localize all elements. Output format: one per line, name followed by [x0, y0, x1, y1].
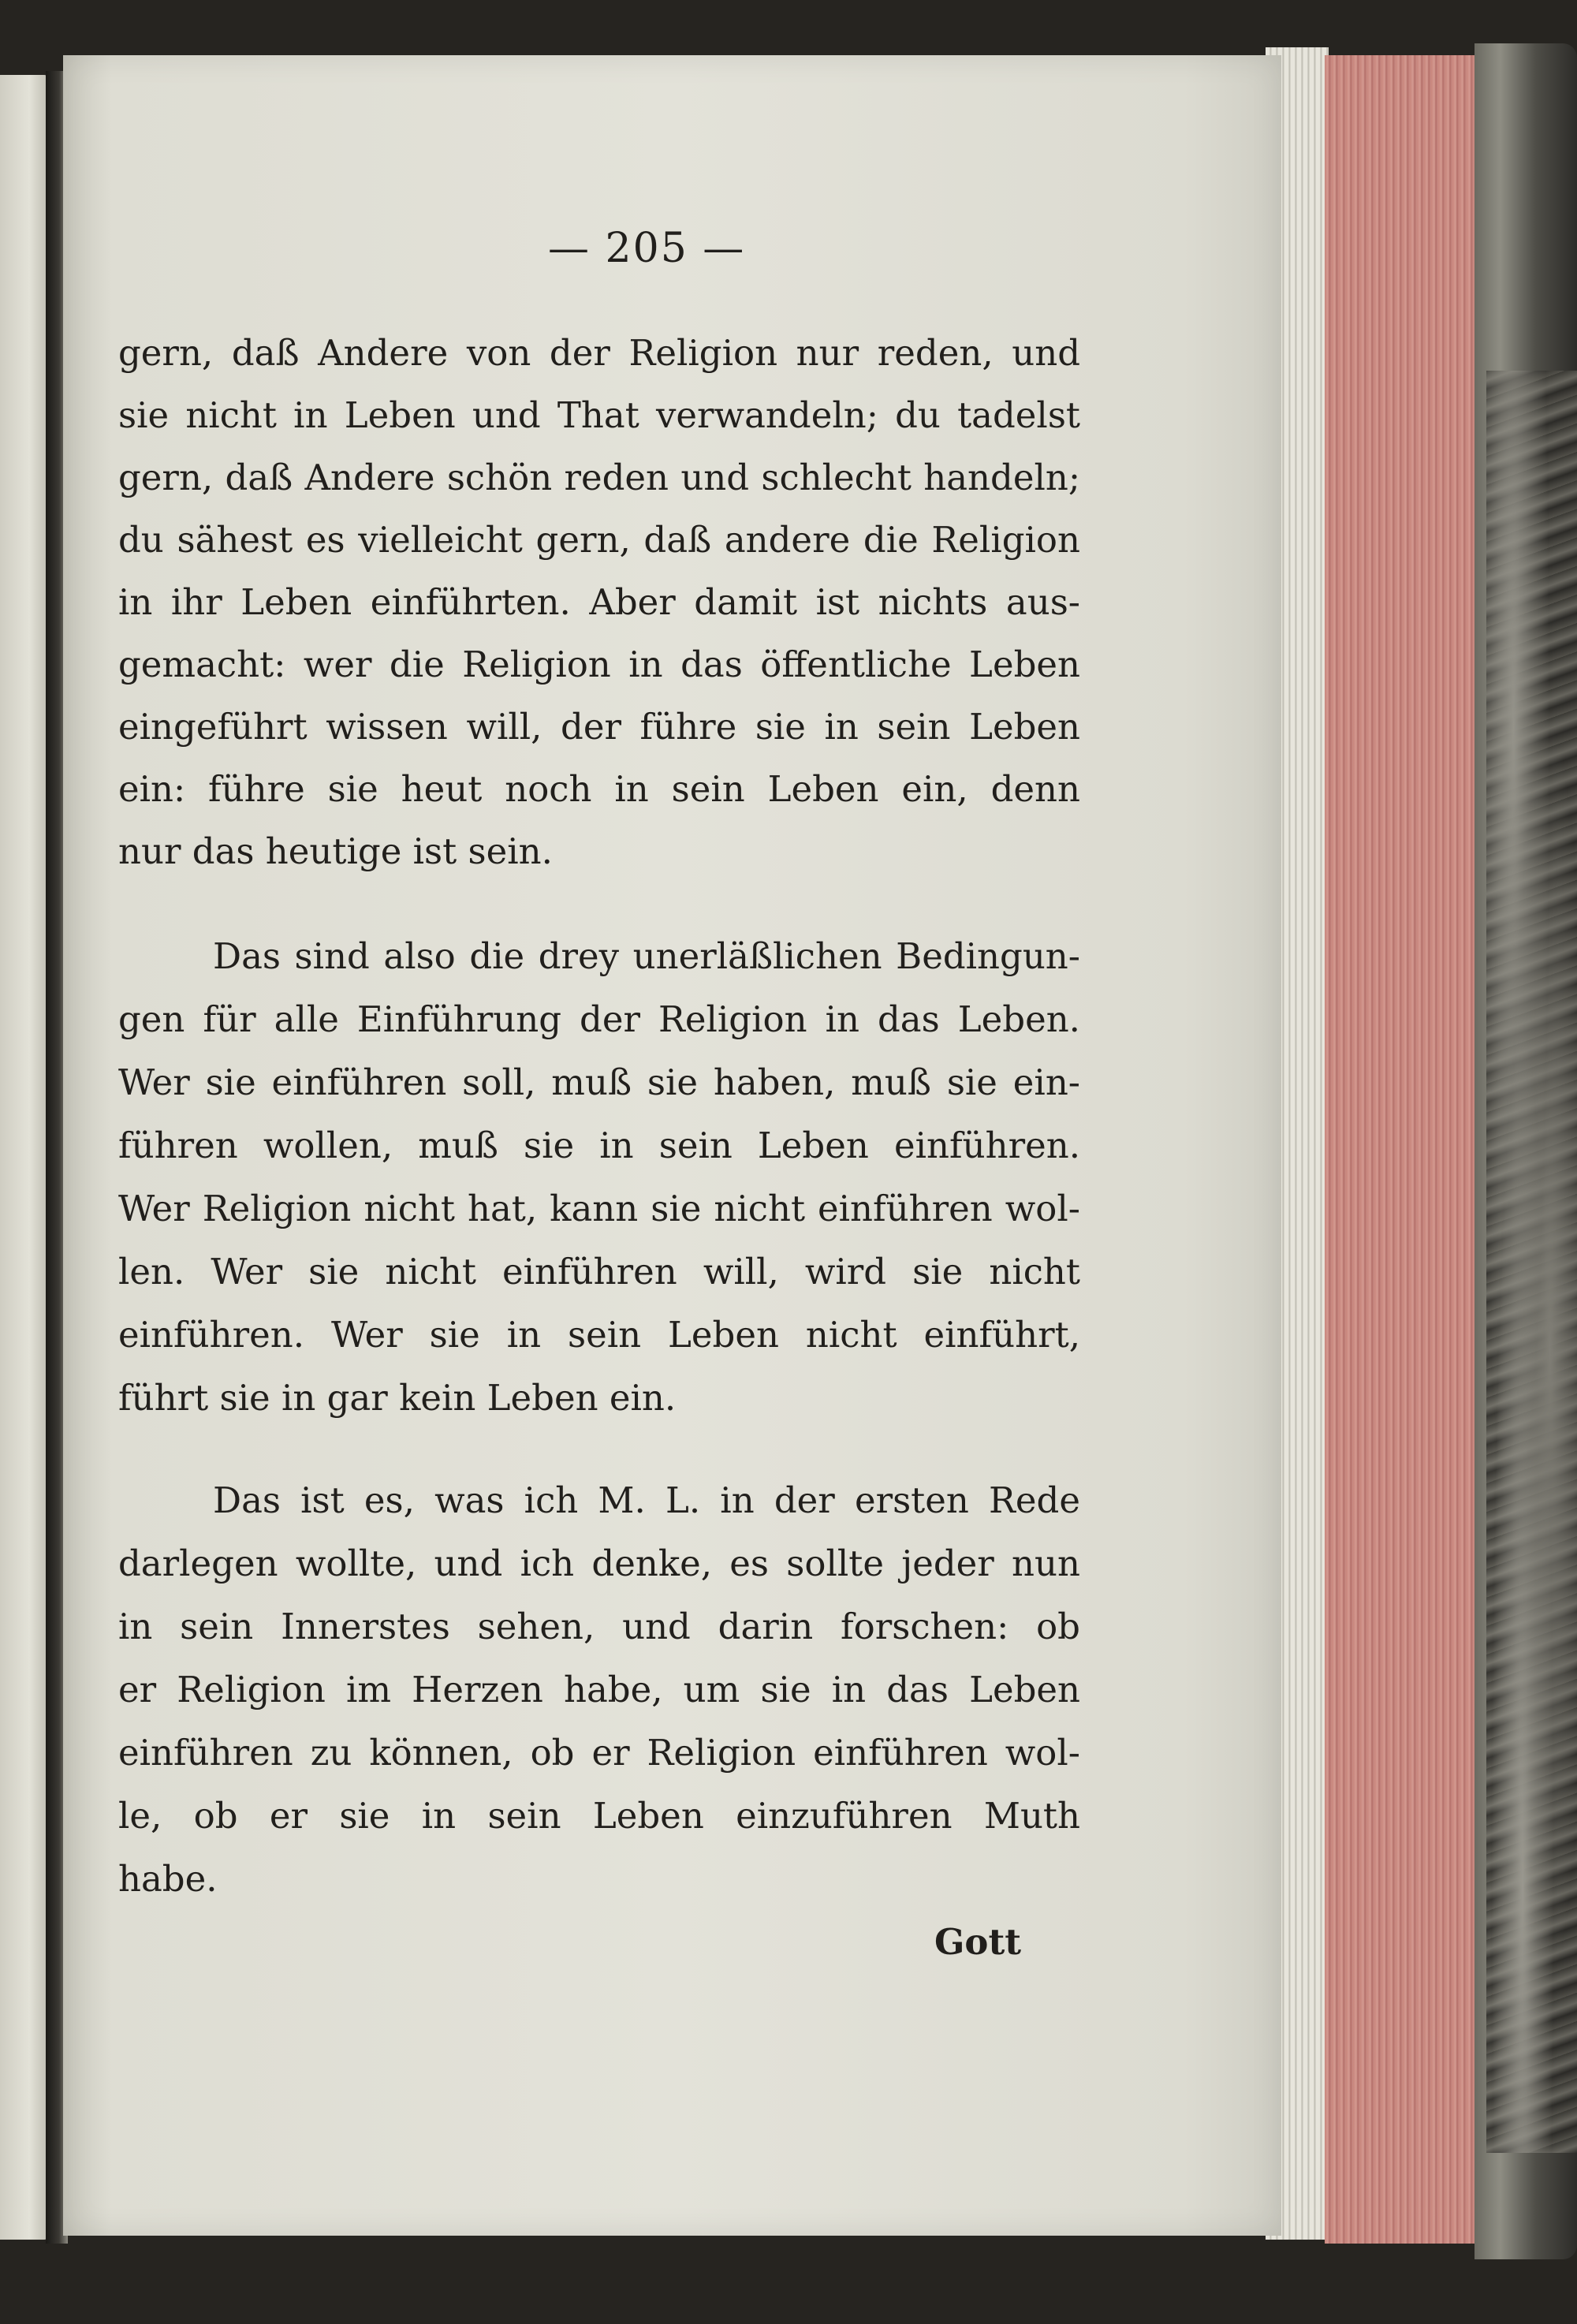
text-line: führen wollen, muß sie in sein Leben einführen.: [118, 1125, 1080, 1166]
text-line: le, ob er sie in sein Leben einzuführen Muth: [118, 1795, 1080, 1837]
catchword: Gott: [934, 1921, 1022, 1963]
marbled-cover-pattern: [1486, 371, 1577, 2153]
text-line: gen für alle Einführung der Religion in das Leben.: [118, 998, 1080, 1040]
red-fore-edge: [1325, 55, 1482, 2244]
text-line: er Religion im Herzen habe, um sie in das Leben: [118, 1669, 1080, 1710]
page-number: — 205 —: [548, 225, 746, 272]
text-line: eingeführt wissen will, der führe sie in sein Leben: [118, 706, 1080, 748]
text-line: habe.: [118, 1858, 218, 1900]
text-line: gern, daß Andere von der Religion nur reden, und: [118, 332, 1080, 374]
text-line: Wer sie einführen soll, muß sie haben, muß sie ein-: [118, 1061, 1080, 1103]
text-line: du sähest es vielleicht gern, daß andere die Religion: [118, 519, 1080, 561]
text-line: Das ist es, was ich M. L. in der ersten Rede: [213, 1479, 1080, 1521]
text-line: gern, daß Andere schön reden und schlecht handeln;: [118, 457, 1080, 498]
text-line: len. Wer sie nicht einführen will, wird sie nicht: [118, 1251, 1080, 1293]
text-line: nur das heutige ist sein.: [118, 830, 553, 872]
text-line: in ihr Leben einführten. Aber damit ist nichts aus-: [118, 581, 1080, 623]
text-line: in sein Innerstes sehen, und darin forschen: ob: [118, 1606, 1080, 1647]
text-line: Wer Religion nicht hat, kann sie nicht einführen wol-: [118, 1188, 1080, 1229]
text-line: ein: führe sie heut noch in sein Leben ein, denn: [118, 768, 1080, 810]
text-line: Das sind also die drey unerläßlichen Bedingun-: [213, 935, 1080, 977]
text-line: führt sie in gar kein Leben ein.: [118, 1377, 677, 1419]
left-page-edge: [0, 75, 49, 2240]
text-line: darlegen wollte, und ich denke, es sollte jeder nun: [118, 1542, 1080, 1584]
text-line: einführen. Wer sie in sein Leben nicht einführt,: [118, 1314, 1080, 1356]
page-text: [118, 0, 1080, 2324]
text-line: einführen zu können, ob er Religion einführen wol-: [118, 1732, 1080, 1774]
text-line: sie nicht in Leben und That verwandeln; du tadelst: [118, 394, 1080, 436]
text-line: gemacht: wer die Religion in das öffentliche Leben: [118, 643, 1080, 685]
